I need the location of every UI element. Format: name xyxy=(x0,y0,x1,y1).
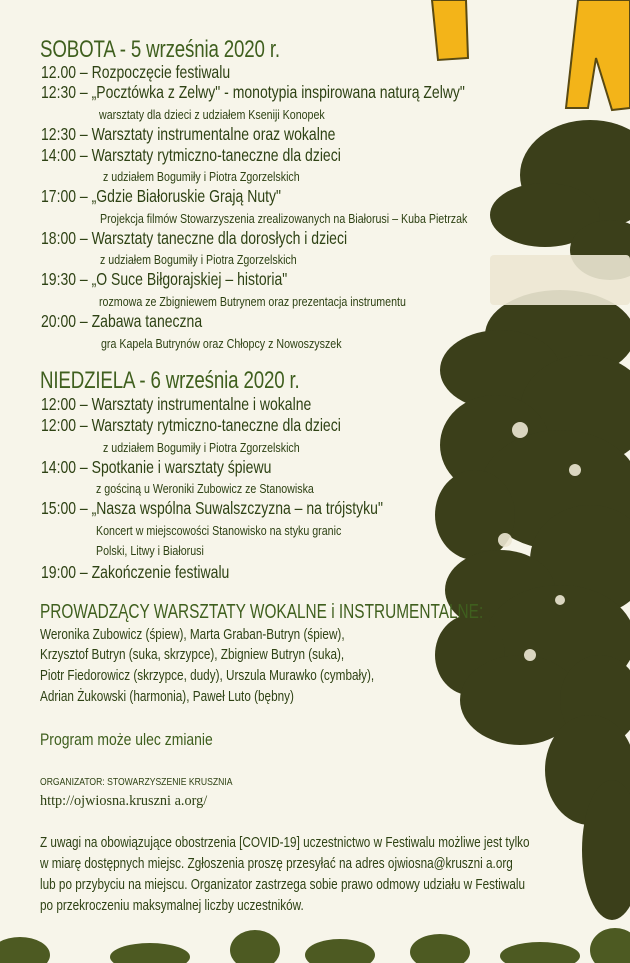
program-item-detail: z udziałem Bogumiły i Piotra Zgorzelskich xyxy=(103,169,300,184)
program-item-detail: z udziałem Bogumiły i Piotra Zgorzelskich xyxy=(103,440,300,455)
organizer-url[interactable]: http://ojwiosna.kruszni a.org/ xyxy=(40,793,208,809)
leaders-line: Piotr Fiedorowicz (skrzypce, dudy), Urszula Murawko (cymbały), xyxy=(40,668,375,684)
saturday-heading: SOBOTA - 5 września 2020 r. xyxy=(40,36,280,63)
leaders-line: Weronika Zubowicz (śpiew), Marta Graban-Butryn (śpiew), xyxy=(40,627,345,643)
program-item: 12:00 – Warsztaty rytmiczno-taneczne dla dzieci xyxy=(41,415,341,435)
covid-note-line: lub po przybyciu na miejscu. Organizator zastrzega sobie prawo odmowy udziału w Festiwalu xyxy=(40,877,526,893)
program-item: 20:00 – Zabawa taneczna xyxy=(41,311,203,331)
leaders-line: Krzysztof Butryn (suka, skrzypce), Zbigniew Butryn (suka), xyxy=(40,647,345,663)
leaders-heading: PROWADZĄCY WARSZTATY WOKALNE i INSTRUMENTALNE: xyxy=(40,601,484,623)
program-item: 12.00 – Rozpoczęcie festiwalu xyxy=(41,62,231,82)
program-item: 15:00 – „Nasza wspólna Suwalszczyzna – na trójstyku" xyxy=(41,498,383,518)
leaders-line: Adrian Żukowski (harmonia), Paweł Luto (bębny) xyxy=(40,689,294,705)
program-item-detail: z udziałem Bogumiły i Piotra Zgorzelskich xyxy=(100,252,297,267)
sunday-heading: NIEDZIELA - 6 września 2020 r. xyxy=(40,367,300,394)
organizer-label: ORGANIZATOR: STOWARZYSZENIE KRUSZNIA xyxy=(40,776,233,788)
program-item: 19:30 – „O Suce Biłgorajskiej – historia" xyxy=(41,269,288,289)
program-item-detail: z gościną u Weroniki Zubowicz ze Stanowiska xyxy=(96,481,314,496)
program-item: 12:30 – Warsztaty instrumentalne oraz wokalne xyxy=(41,124,336,144)
program-item: 17:00 – „Gdzie Białoruskie Grają Nuty" xyxy=(41,186,281,206)
program-item-detail: rozmowa ze Zbigniewem Butrynem oraz prezentacja instrumentu xyxy=(99,294,406,309)
program-item: 19:00 – Zakończenie festiwalu xyxy=(41,562,230,582)
program-item-detail: gra Kapela Butrynów oraz Chłopcy z Nowoszyszek xyxy=(101,336,342,351)
program-item: 18:00 – Warsztaty taneczne dla dorosłych i dzieci xyxy=(41,228,348,248)
program-item-detail: Koncert w miejscowości Stanowisko na styku granic xyxy=(96,523,342,538)
program-note: Program może ulec zmianie xyxy=(40,730,213,749)
program-item: 12:30 – „Pocztówka z Zelwy" - monotypia inspirowana naturą Zelwy" xyxy=(41,82,465,102)
program-item-detail: Projekcja filmów Stowarzyszenia zrealizowanych na Białorusi – Kuba Pietrzak xyxy=(100,211,468,226)
covid-note-line: Z uwagi na obowiązujące obostrzenia [COVID-19] uczestnictwo w Festiwalu możliwe jest tylko xyxy=(40,835,530,851)
program-item-detail: warsztaty dla dzieci z udziałem Kseniji Konopek xyxy=(99,107,325,122)
program-item-detail: Polski, Litwy i Białorusi xyxy=(96,543,204,558)
program-item: 12:00 – Warsztaty instrumentalne i wokalne xyxy=(41,394,312,414)
covid-note-line: po przekroczeniu maksymalnej liczby uczestników. xyxy=(40,898,304,914)
program-item: 14:00 – Warsztaty rytmiczno-taneczne dla dzieci xyxy=(41,145,341,165)
program-item: 14:00 – Spotkanie i warsztaty śpiewu xyxy=(41,457,272,477)
covid-note-line: w miarę dostępnych miejsc. Zgłoszenia proszę przesyłać na adres ojwiosna@kruszni a.org xyxy=(40,856,513,872)
